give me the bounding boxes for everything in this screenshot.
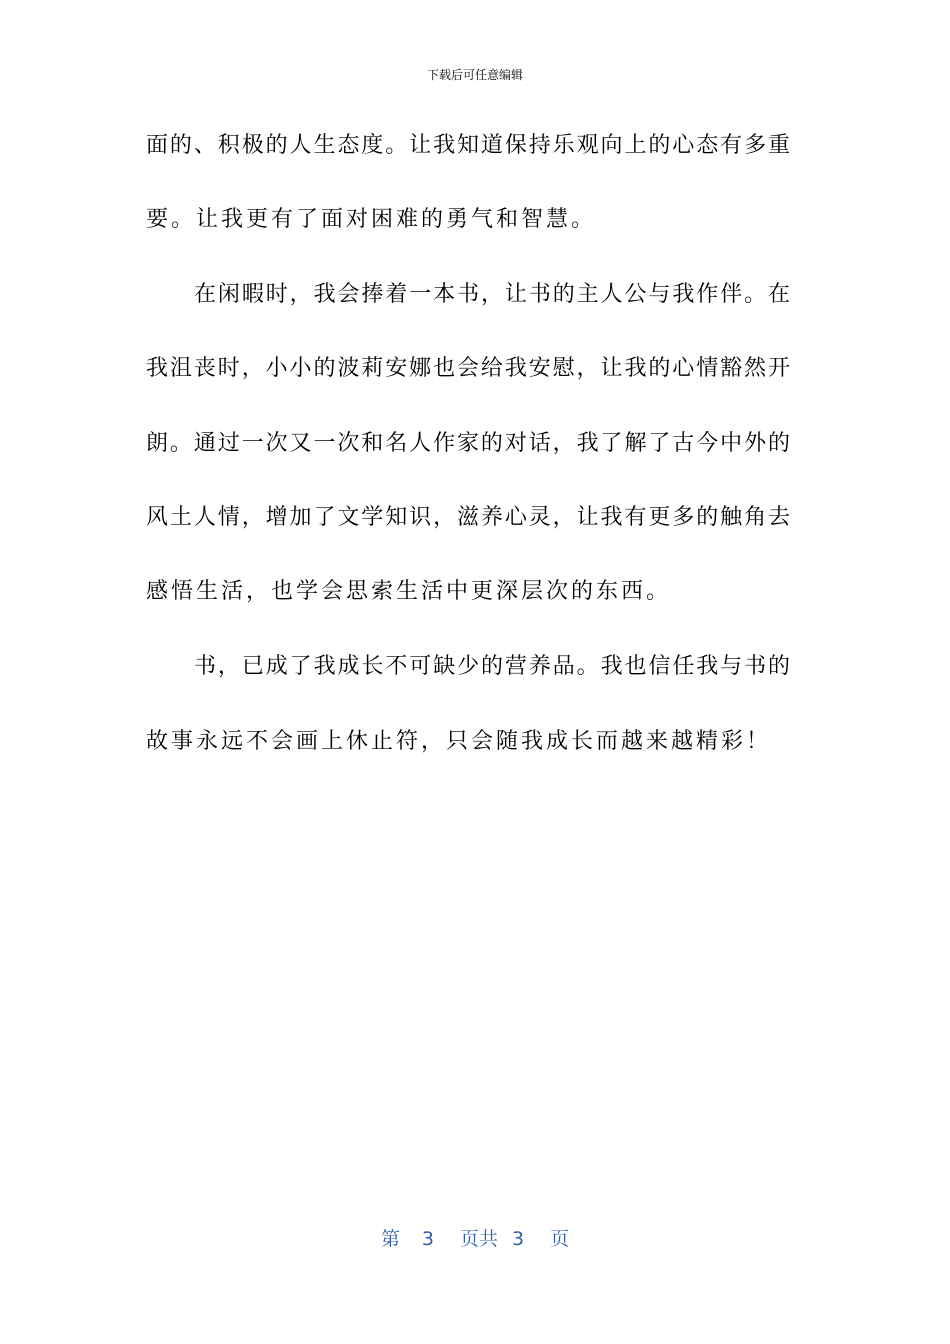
text-line: 故事永远不会画上休止符，只会随我成长而越来越精彩！ xyxy=(146,729,772,754)
text-line: 面的、积极的人生态度。让我知道保持乐观向上的心态有多重 xyxy=(146,133,790,158)
footer-ye: 页 xyxy=(550,1228,570,1250)
header-note: 下载后可任意编辑 xyxy=(426,68,523,82)
text-line: 要。让我更有了面对困难的勇气和智慧。 xyxy=(146,207,597,232)
text-line: 书，已成了我成长不可缺少的营养品。我也信任我与书的 xyxy=(194,654,790,679)
footer-di: 第 xyxy=(380,1228,400,1250)
total-page-number: 3 xyxy=(512,1228,525,1250)
page-number-footer xyxy=(0,1226,950,1252)
text-line: 风土人情，增加了文学知识，滋养心灵，让我有更多的触角去 xyxy=(146,505,790,530)
text-line: 在闲暇时，我会捧着一本书，让书的主人公与我作伴。在 xyxy=(194,282,790,307)
text-line: 感悟生活，也学会思索生活中更深层次的东西。 xyxy=(146,579,672,604)
current-page-number: 3 xyxy=(421,1228,434,1250)
footer-ye-gong: 页共 xyxy=(459,1228,498,1250)
text-line: 朗。通过一次又一次和名人作家的对话，我了解了古今中外的 xyxy=(146,431,790,456)
text-line: 我沮丧时，小小的波莉安娜也会给我安慰，让我的心情豁然开 xyxy=(146,356,790,381)
